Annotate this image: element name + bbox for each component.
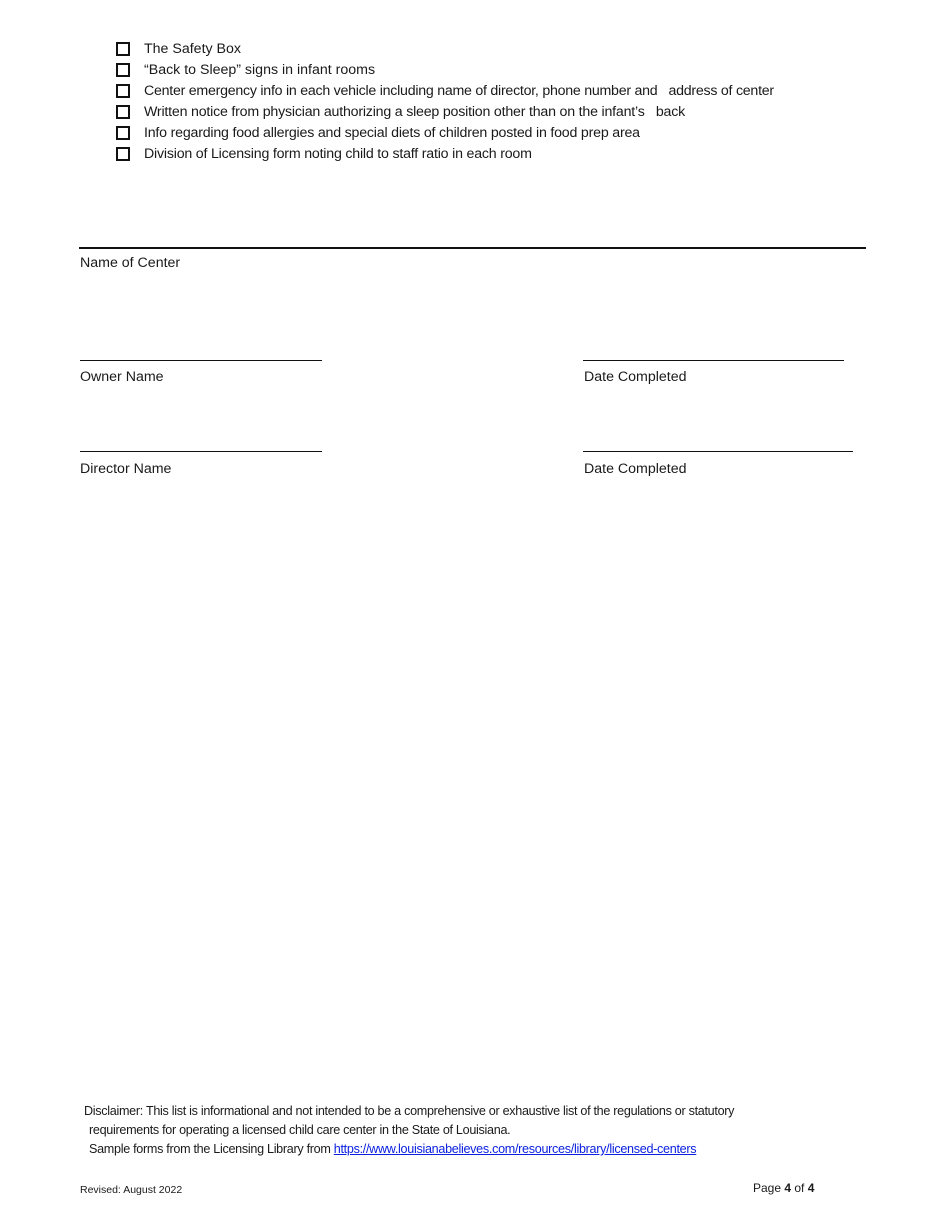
owner-name-label: Owner Name <box>80 369 164 385</box>
checklist-item[interactable] <box>116 143 532 164</box>
checklist-item-label: Center emergency info in each vehicle including name of director, phone number and address of center <box>144 82 774 99</box>
page-number <box>753 1181 814 1195</box>
center-name-label: Name of Center <box>80 255 181 271</box>
disclaimer-line-2: requirements for operating a licensed child care center in the State of Louisiana. <box>89 1123 511 1137</box>
director-name-label: Director Name <box>80 461 172 477</box>
owner-date-line[interactable] <box>583 360 844 361</box>
owner-name-line[interactable] <box>80 360 322 361</box>
page-total: 4 <box>807 1181 815 1195</box>
checklist-item-label: “Back to Sleep” signs in infant rooms <box>144 61 376 78</box>
director-date-line[interactable] <box>583 451 853 452</box>
page-prefix: Page <box>753 1181 785 1195</box>
checkbox[interactable] <box>116 105 130 119</box>
checkbox[interactable] <box>116 147 130 161</box>
checkbox[interactable] <box>116 42 130 56</box>
director-date-label: Date Completed <box>584 461 687 477</box>
checklist-item[interactable] <box>116 38 241 59</box>
director-name-line[interactable] <box>80 451 322 452</box>
sample-forms-line <box>89 1142 696 1156</box>
checklist-item-label: The Safety Box <box>144 40 241 57</box>
section-divider <box>79 247 866 249</box>
checklist-item[interactable] <box>116 80 774 101</box>
checklist-item[interactable] <box>116 122 640 143</box>
checklist-item[interactable] <box>116 101 685 122</box>
checkbox[interactable] <box>116 126 130 140</box>
sample-forms-text: Sample forms from the Licensing Library from <box>89 1142 334 1156</box>
page-current: 4 <box>784 1181 792 1195</box>
checkbox[interactable] <box>116 84 130 98</box>
checkbox[interactable] <box>116 63 130 77</box>
owner-date-label: Date Completed <box>584 369 687 385</box>
checklist-item-label: Info regarding food allergies and special diets of children posted in food prep area <box>144 124 640 141</box>
disclaimer-line-1: Disclaimer: This list is informational and not intended to be a comprehensive or exhaustive list of the regulations or statutory <box>84 1104 735 1118</box>
checklist-item[interactable] <box>116 59 375 80</box>
page-of: of <box>791 1181 808 1195</box>
checklist-item-label: Written notice from physician authorizing a sleep position other than on the infant’s back <box>144 103 686 120</box>
checklist-item-label: Division of Licensing form noting child to staff ratio in each room <box>144 145 532 162</box>
revised-date: Revised: August 2022 <box>80 1184 183 1196</box>
licensing-library-link[interactable]: https://www.louisianabelieves.com/resources/library/licensed-centers <box>333 1142 697 1156</box>
